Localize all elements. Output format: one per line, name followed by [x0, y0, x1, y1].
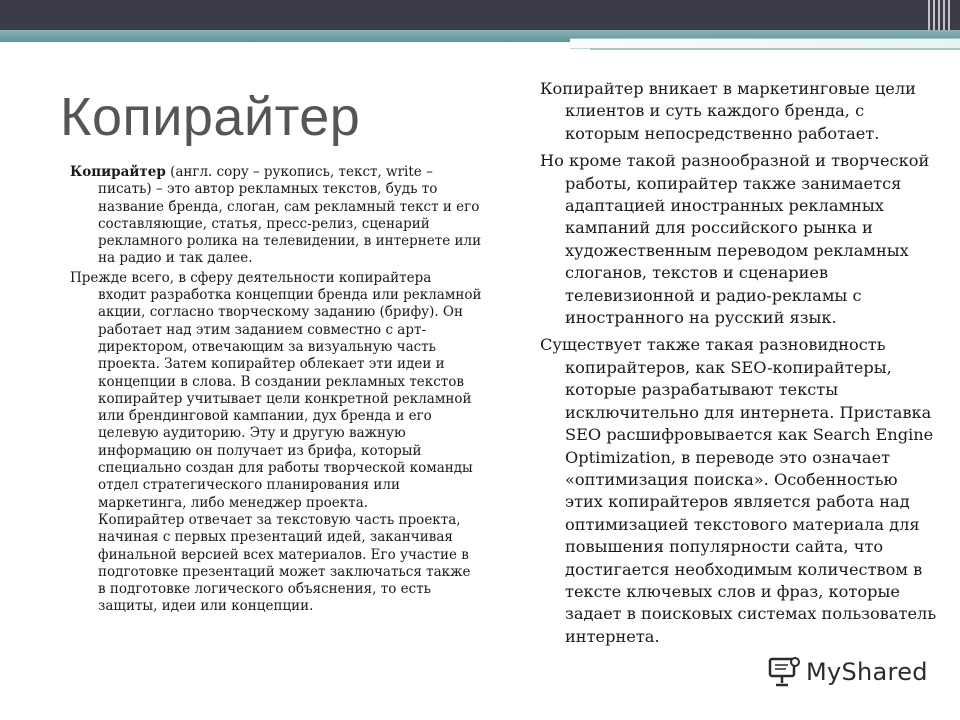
decorative-stripes: [928, 0, 952, 30]
left-text-column: [70, 164, 482, 616]
definition-paragraph: [70, 164, 482, 268]
right-text-column: [540, 78, 940, 653]
slide-top-bar: [0, 0, 960, 30]
seo-paragraph: Существует также такая разновидность копирайтеров, как SEO-копирайтеры, которые разрабатывают тексты исключительно для интернета. Приставка SEO расшифровывается как Search Engine Optimization, в переводе это означает «оптимизация поиска». Особенностью этих копирайтеров является работа над оптимизацией текстового материала для повышения популярности сайта, что достигается необходимым количеством в тексте ключевых слов и фраз, которые задает в поисковых системах пользователь интернета.: [540, 335, 937, 646]
responsibility-paragraph: Копирайтер отвечает за текстовую часть проекта, начиная с первых презентаций идей, заканчивая финальной версией всех материалов. Его участие в подготовке презентаций может заключаться также в подготовке логического объяснения, то есть защиты, идеи или концепции.: [98, 511, 471, 615]
myshared-watermark: [768, 656, 928, 688]
definition-text: (англ. copy – рукопись, текст, write – писать) – это автор рекламных текстов, будь то название бренда, слоган, сам рекламный текст и его составляющие, статья, пресс-релиз, сценарий рекламного ролика на телевидении, в интернете или на радио и так далее.: [98, 164, 482, 267]
slide-accent-ribbon-line: [590, 48, 960, 50]
definition-term: Копирайтер: [70, 164, 166, 180]
presentation-screen-icon: [768, 656, 802, 688]
adaptation-paragraph: Но кроме такой разнообразной и творческой работы, копирайтер также занимается адаптацией иностранных рекламных кампаний для российского рынка и художественным переводом рекламных слоганов, текстов и сценариев телевизионной и радио-рекламы с иностранного на русский язык.: [540, 151, 930, 328]
slide-title: Копирайтер: [60, 87, 361, 147]
marketing-paragraph: Копирайтер вникает в маркетинговые цели клиентов и суть каждого бренда, с которым непосредственно работает.: [540, 79, 916, 143]
logo-text: MyShared: [806, 658, 928, 686]
duties-paragraph: Прежде всего, в сферу деятельности копирайтера входит разработка концепции бренда или рекламной акции, согласно творческому заданию (брифу). Он работает над этим заданием совместно с арт-директором, отвечающим за визуальную часть проекта. Затем копирайтер облекает эти идеи и концепции в слова. В создании рекламных текстов копирайтер учитывает цели конкретной рекламной или брендинговой кампании, дух бренда и его целевую аудиторию. Эту и другую важную информацию он получает из брифа, который специально создан для работы творческой команды отдел стратегического планирования или маркетинга, либо менеджер проекта.: [70, 269, 482, 511]
